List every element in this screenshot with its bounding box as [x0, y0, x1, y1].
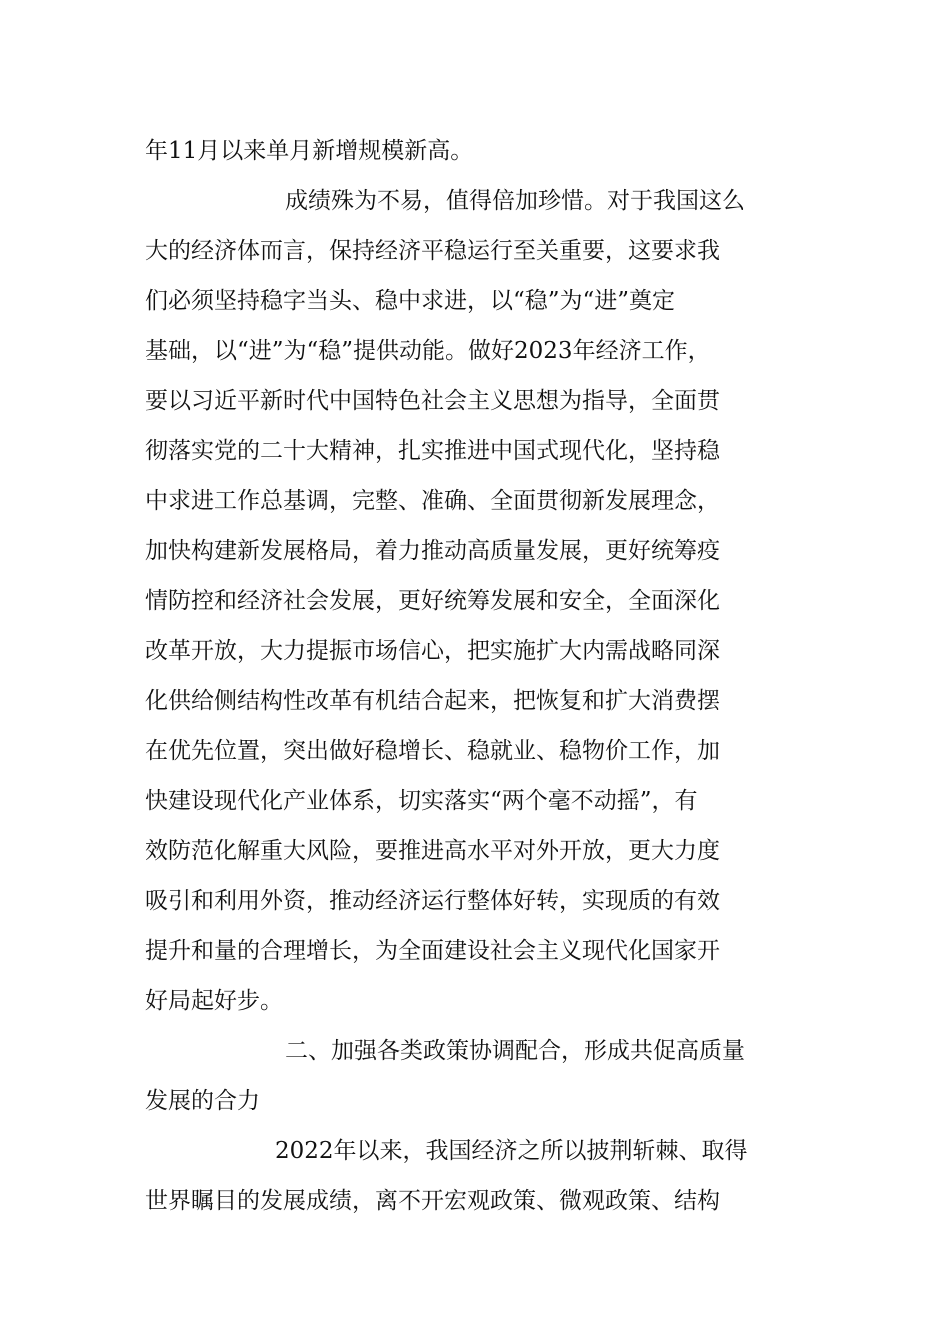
section-heading-continuation: 发展的合力	[145, 1088, 260, 1114]
text-line: 世界瞩目的发展成绩，离不开宏观政策、微观政策、结构	[145, 1188, 720, 1214]
text-line: 情防控和经济社会发展，更好统筹发展和安全，全面深化	[145, 588, 720, 614]
text-line: 好局起好步。	[145, 988, 283, 1014]
paragraph-first-line: 成绩殊为不易，值得倍加珍惜。对于我国这么	[285, 188, 745, 214]
text-line: 快建设现代化产业体系，切实落实“两个毫不动摇”，有	[145, 788, 698, 814]
text-line: 改革开放，大力提振市场信心，把实施扩大内需战略同深	[145, 638, 720, 664]
text-line: 加快构建新发展格局，着力推动高质量发展，更好统筹疫	[145, 538, 720, 564]
text-line: 在优先位置，突出做好稳增长、稳就业、稳物价工作，加	[145, 738, 720, 764]
text-line: 效防范化解重大风险，要推进高水平对外开放，更大力度	[145, 838, 720, 864]
section-heading: 二、加强各类政策协调配合，形成共促高质量	[285, 1038, 745, 1064]
text-line: 提升和量的合理增长，为全面建设社会主义现代化国家开	[145, 938, 720, 964]
text-line: 中求进工作总基调，完整、准确、全面贯彻新发展理念，	[145, 488, 720, 514]
text-line: 基础，以“进”为“稳”提供动能。做好2023年经济工作，	[145, 338, 711, 364]
text-line: 吸引和利用外资，推动经济运行整体好转，实现质的有效	[145, 888, 720, 914]
text-line: 彻落实党的二十大精神，扎实推进中国式现代化，坚持稳	[145, 438, 720, 464]
text-line: 化供给侧结构性改革有机结合起来，把恢复和扩大消费摆	[145, 688, 720, 714]
text-line: 要以习近平新时代中国特色社会主义思想为指导，全面贯	[145, 388, 720, 414]
text-line: 年11月以来单月新增规模新高。	[145, 138, 474, 164]
text-line: 们必须坚持稳字当头、稳中求进，以“稳”为“进”奠定	[145, 288, 676, 314]
text-line: 大的经济体而言，保持经济平稳运行至关重要，这要求我	[145, 238, 720, 264]
paragraph-first-line: 2022年以来，我国经济之所以披荆斩棘、取得	[275, 1138, 748, 1164]
document-body	[145, 126, 810, 1226]
